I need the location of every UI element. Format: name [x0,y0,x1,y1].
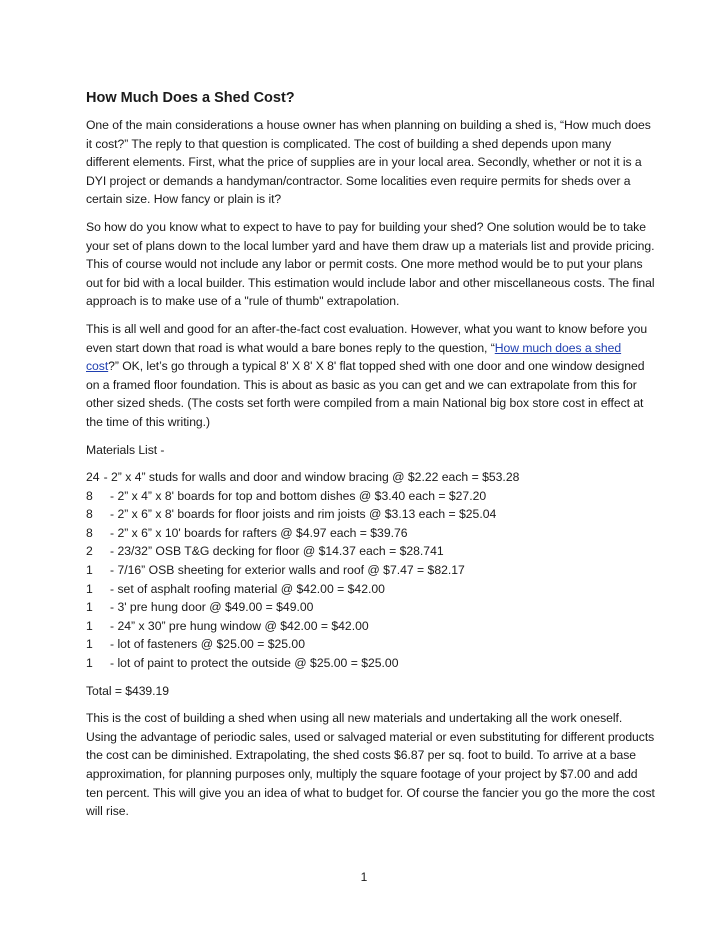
document-body [86,88,656,830]
material-spacer [98,580,110,599]
materials-list-item [86,487,656,506]
material-spacer [98,617,110,636]
material-spacer [98,524,110,543]
materials-list-item [86,580,656,599]
material-description: - lot of fasteners @ $25.00 = $25.00 [110,637,305,652]
material-quantity: 1 [86,563,93,578]
material-spacer [98,654,110,673]
material-description: - 24” x 30” pre hung window @ $42.00 = $42.00 [110,618,369,633]
material-quantity: 24 [86,470,100,485]
material-quantity: 8 [86,507,93,522]
material-quantity: 8 [86,488,93,503]
example-text-after-link: ?” OK, let’s go through a typical 8' X 8' X 8' flat topped shed with one door and one window designed on a framed floor foundation. This is about as basic as you can get and we can extrapolate from this for other sized sheds. (The costs set forth were compiled from a main National big box store cost in effect at the time of this writing.) [86,359,645,429]
material-spacer [98,598,110,617]
shed-cost-link[interactable]: How much does a shed cost [86,340,622,374]
material-description: - set of asphalt roofing material @ $42.00 = $42.00 [110,581,385,596]
materials-list [86,468,656,673]
page-number: 1 [360,870,368,884]
material-quantity: 2 [86,544,93,559]
estimate-paragraph: So how do you know what to expect to have to pay for building your shed? One solution would be to take your set of plans down to the local lumber yard and have them draw up a materials list and provide pricing. This of course would not include any labor or permit costs. One more method would be to put your plans out for bid with a local builder. This estimation would include labor and other miscellaneous costs. The final approach is to make use of a "rule of thumb" extrapolation. [86,219,655,309]
material-quantity: 1 [86,600,93,615]
example-paragraph [86,320,656,432]
total-line: Total = $439.19 [86,683,169,698]
materials-list-item [86,617,656,636]
material-description: - 7/16” OSB sheeting for exterior walls and roof @ $7.47 = $82.17 [110,563,465,578]
materials-list-item [86,598,656,617]
material-description: - 2” x 4” x 8' boards for top and bottom dishes @ $3.40 each = $27.20 [110,488,487,503]
summary-paragraph: This is the cost of building a shed when using all new materials and undertaking all the work oneself. Using the advantage of periodic sales, used or salvaged material or even substituting for different products the cost can be diminished. Extrapolating, the shed costs $6.87 per sq. foot to build. To arrive at a base approximation, for planning purposes only, multiply the square footage of your project by $7.00 and add ten percent. This will give you an idea of what to budget for. Of course the fancier you go the more the cost will rise. [86,711,655,819]
material-description: - 23/32” OSB T&G decking for floor @ $14.37 each = $28.741 [110,544,444,559]
material-quantity: 8 [86,525,93,540]
materials-list-item [86,654,656,673]
material-quantity: 1 [86,581,93,596]
material-spacer [98,505,110,524]
material-description: - lot of paint to protect the outside @ $25.00 = $25.00 [110,656,399,671]
material-spacer [98,561,110,580]
intro-paragraph: One of the main considerations a house owner has when planning on building a shed is, “How much does it cost?” The reply to that question is complicated. The cost of building a shed depends upon many different elements. First, what the price of supplies are in your local area. Secondly, whether or not it is a DYI project or demands a handyman/contractor. Some localities even require permits for sheds over a certain size. How fancy or plain is it? [86,118,651,207]
materials-list-item [86,542,656,561]
material-description: - 2” x 6” x 10' boards for rafters @ $4.97 each = $39.76 [110,525,408,540]
material-spacer [98,487,110,506]
material-quantity: 1 [86,618,93,633]
materials-list-item [86,561,656,580]
materials-list-item [86,524,656,543]
material-description: - 3' pre hung door @ $49.00 = $49.00 [110,600,314,615]
page-title: How Much Does a Shed Cost? [86,90,295,106]
material-description: - 2” x 6” x 8' boards for floor joists and rim joists @ $3.13 each = $25.04 [110,507,497,522]
example-text-before-link: This is all well and good for an after-the-fact cost evaluation. However, what you want to know before you even start down that road is what would a bare bones reply to the question, “ [86,321,648,355]
material-description: - 2” x 4” studs for walls and door and window bracing @ $2.22 each = $53.28 [103,470,520,485]
material-quantity: 1 [86,656,93,671]
material-quantity: 1 [86,637,93,652]
material-spacer [98,542,110,561]
materials-list-item [86,635,656,654]
material-spacer [98,635,110,654]
materials-heading: Materials List - [86,442,165,457]
materials-list-item [86,505,656,524]
materials-list-item [86,468,656,487]
